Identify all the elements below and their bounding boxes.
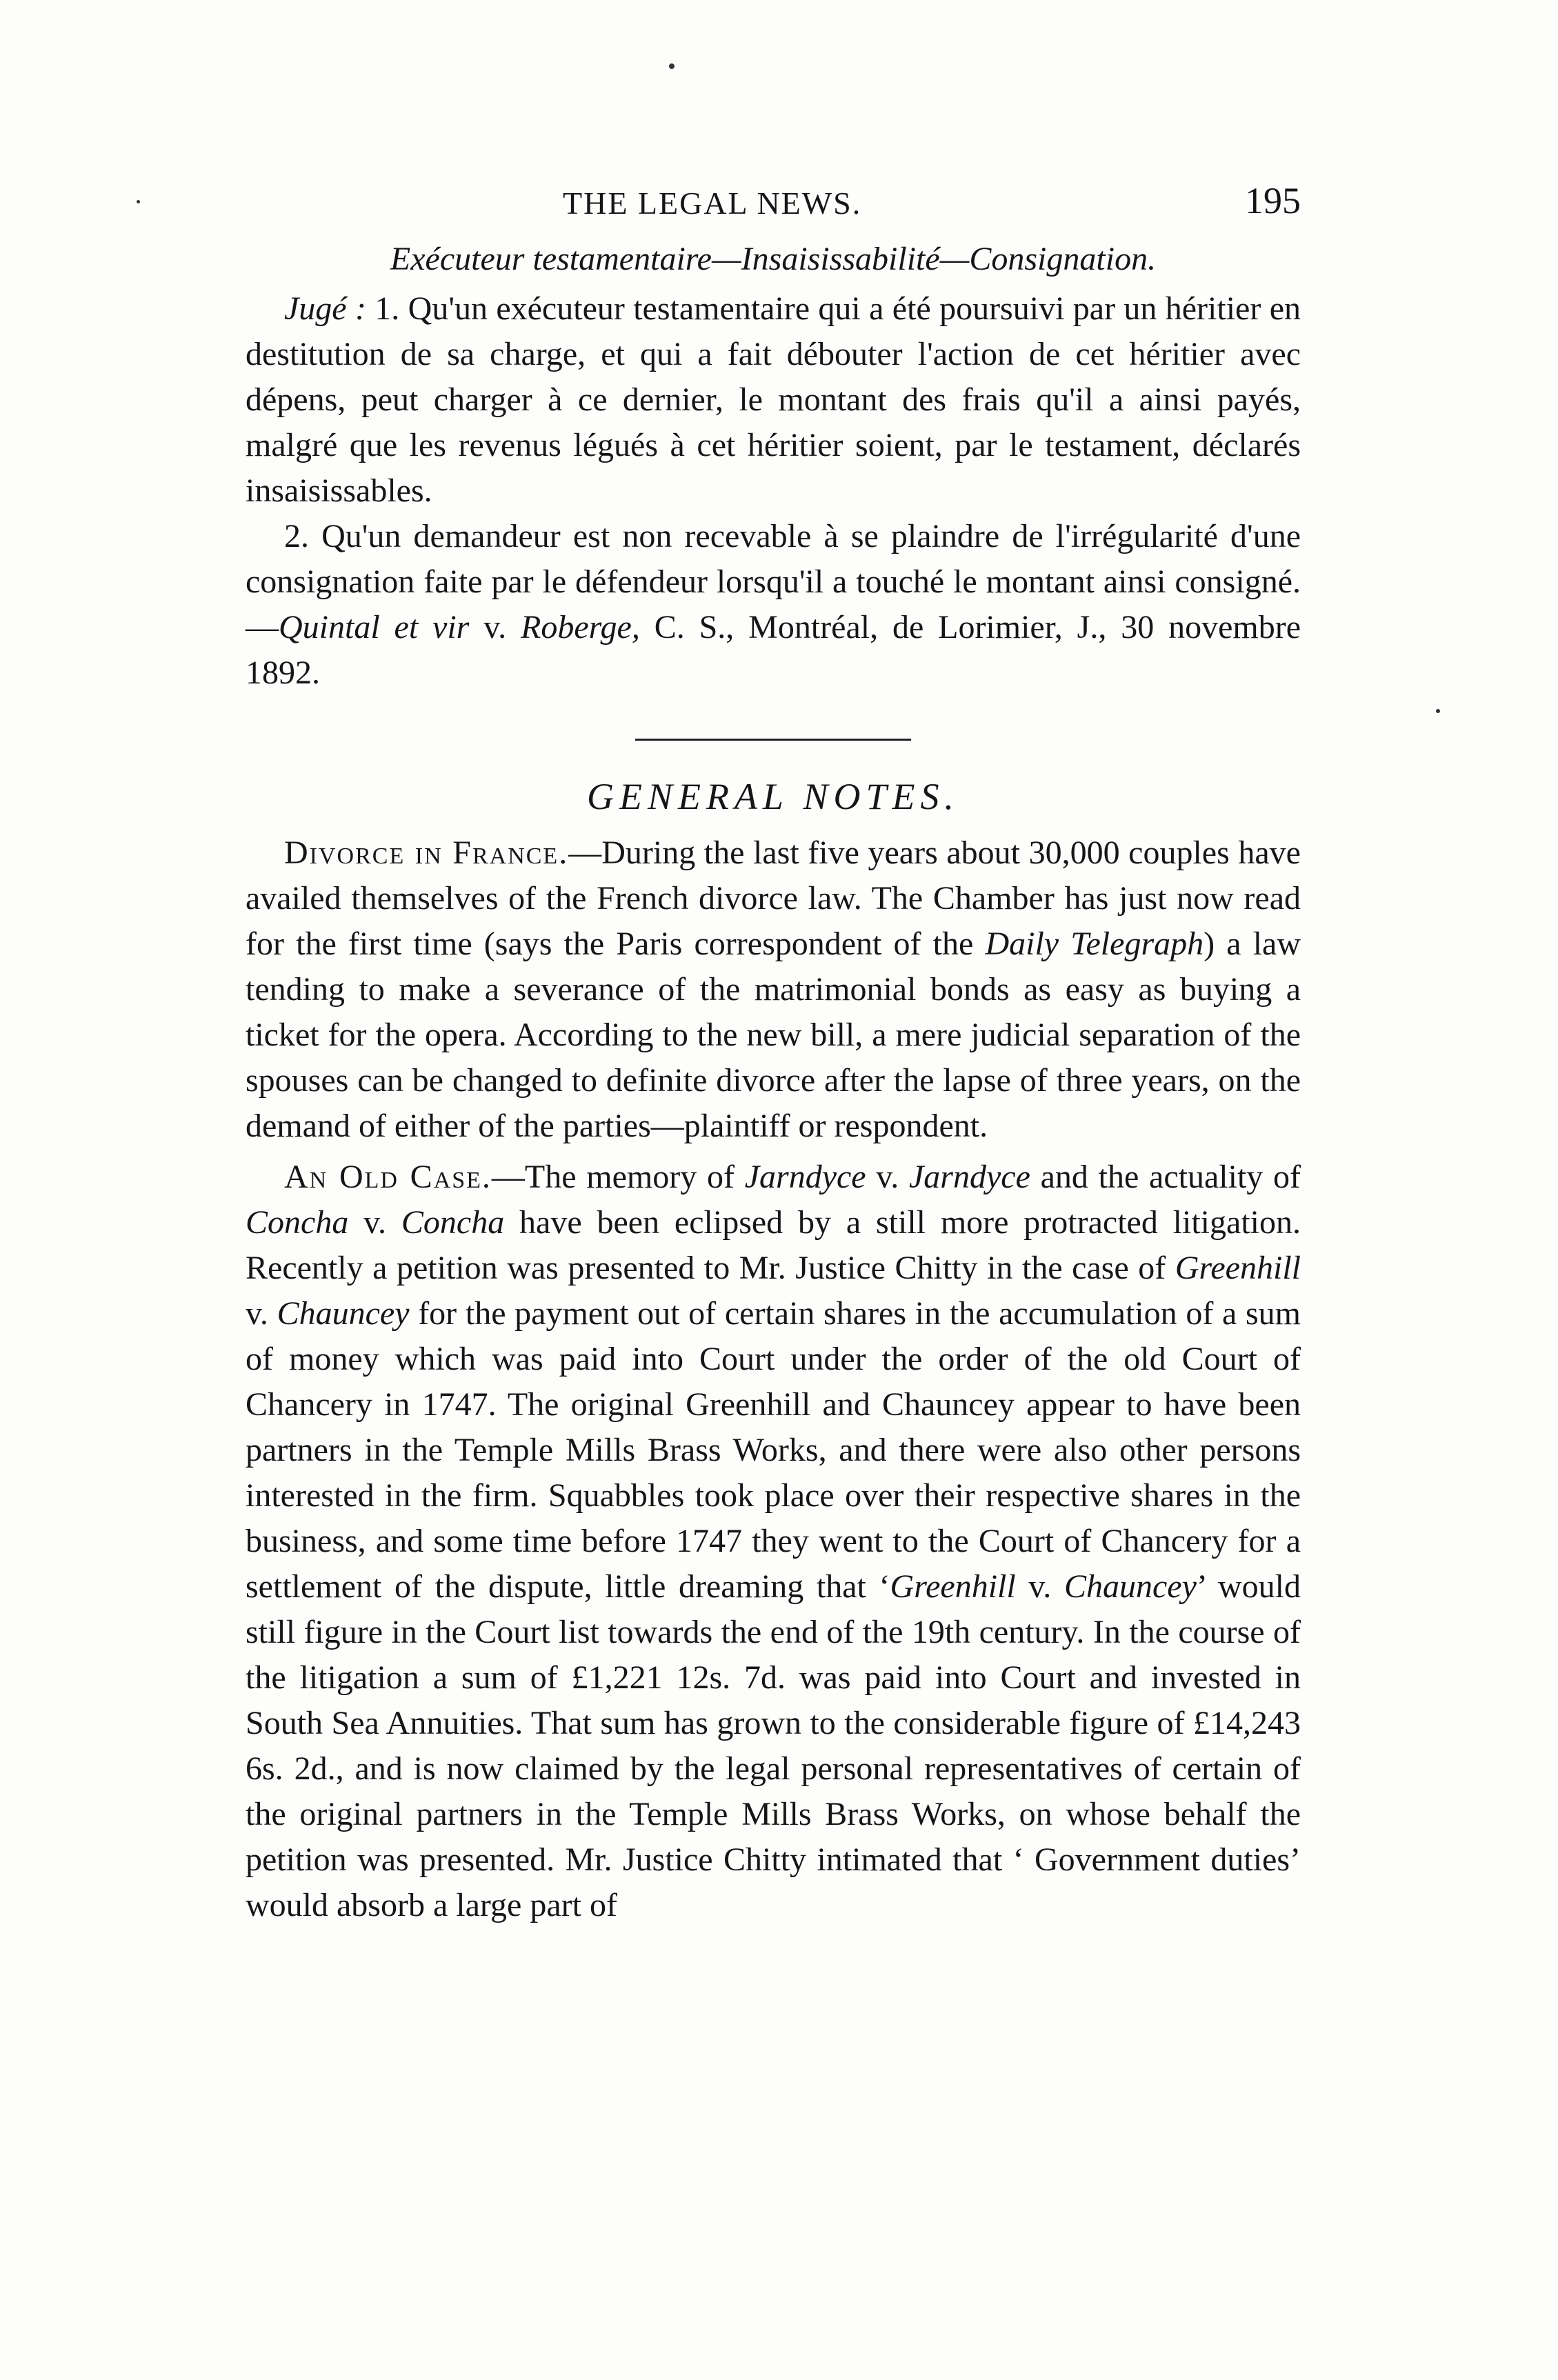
page — [246, 166, 1301, 1928]
case-name: Concha — [401, 1204, 505, 1241]
case-note-heading: Exécuteur testamentaire—Insaisissabilité—Consignation. — [390, 241, 1157, 277]
speck-right-margin — [1436, 709, 1440, 713]
running-title: THE LEGAL NEWS. — [563, 186, 862, 221]
divorce-note-text-1: —During the last five years about 30,000 couples have availed themselves of the French divorce law. The Chamber has just now read for the first time (says the Paris correspondent of the — [246, 834, 1301, 962]
old-case-note — [246, 1154, 1301, 1928]
old-case-text-5: ’ would still figure in the Court list towards the end of the 19th century. In the course of the litigation a sum of £1,221 12s. 7d. was paid into Court and invested in South Sea Annuities. That sum has grown to the considerable figure of £14,243 6s. 2d., and is now claimed by the legal personal representatives of certain of the original partners in the Temple Mills Brass Works, on whose behalf the petition was presented. Mr. Justice Chitty intimated that ‘ Government duties’ would absorb a large part of — [246, 1568, 1301, 1923]
old-case-text-1: —The memory of — [491, 1159, 745, 1195]
page-number: 195 — [1245, 180, 1301, 221]
case-name: Chauncey — [277, 1295, 410, 1332]
speck-top — [669, 63, 675, 69]
case-party-1: Quintal et vir — [279, 609, 470, 646]
newspaper-title: Daily Telegraph — [985, 926, 1204, 962]
old-case-text-2: and the actuality of — [1030, 1159, 1301, 1195]
divorce-note-label: Divorce in France. — [284, 834, 569, 871]
case-name: Greenhill — [1175, 1250, 1301, 1286]
running-head — [246, 166, 1301, 221]
versus: v. — [246, 1295, 277, 1332]
case-name: Concha — [246, 1204, 349, 1241]
case-name: Chauncey — [1063, 1568, 1197, 1605]
versus: v. — [866, 1159, 909, 1195]
old-case-text-4: for the payment out of certain shares in the accumulation of a sum of money which was paid into Court under the order of the old Court of Chancery in 1747. The original Greenhill and Chauncey appear to have been partners in the Temple Mills Brass Works, and there were also other persons interested in the firm. Squabbles took place over their respective shares in the business, and some time before 1747 they went to the Court of Chancery for a settlement of the dispute, little dreaming that ‘ — [246, 1295, 1301, 1605]
versus: v. — [348, 1204, 401, 1241]
general-notes-heading: GENERAL NOTES. — [586, 776, 960, 817]
case-note — [246, 240, 1301, 696]
case-note-para-2-text: 2. Qu'un demandeur est non recevable à se plaindre de l'irrégularité d'une consignation faite par le défendeur lorsqu'il a touché le montant ainsi consigné.— — [246, 518, 1301, 646]
old-case-label: An Old Case. — [284, 1159, 492, 1195]
section-divider — [635, 739, 911, 741]
versus: v. — [1015, 1568, 1064, 1605]
juge-label: Jugé : — [284, 290, 366, 327]
general-notes — [246, 775, 1301, 1928]
case-note-para-2-tail: C. S., Montréal, de Lorimier, J., 30 novembre 1892. — [246, 609, 1301, 691]
case-note-para-1-text: 1. Qu'un exécuteur testamentaire qui a été poursuivi par un héritier en destitution de sa charge, et qui a fait débouter l'action de cet héritier avec dépens, peut charger à ce dernier, le montant des frais qu'il a ainsi payés, malgré que les revenus légués à cet héritier soient, par le testament, déclarés insaisissables. — [246, 290, 1301, 509]
old-case-text-3: have been eclipsed by a still more protracted litigation. Recently a petition was presented to Mr. Justice Chitty in the case of — [246, 1204, 1301, 1286]
speck-left-margin — [137, 200, 140, 203]
case-name: Jarndyce — [744, 1159, 866, 1195]
case-note-para-2 — [246, 514, 1301, 696]
divorce-note — [246, 830, 1301, 1149]
case-party-2: Roberge, — [521, 609, 640, 646]
case-versus: v. — [469, 609, 521, 646]
case-name: Greenhill — [890, 1568, 1016, 1605]
case-name: Jarndyce — [908, 1159, 1030, 1195]
case-note-para-1 — [246, 286, 1301, 514]
divorce-note-text-2: ) a law tending to make a severance of the matrimonial bonds as easy as buying a ticket for the opera. According to the new bill, a mere judicial separation of the spouses can be changed to definite divorce after the lapse of three years, on the demand of either of the parties—plaintiff or respondent. — [246, 926, 1301, 1144]
